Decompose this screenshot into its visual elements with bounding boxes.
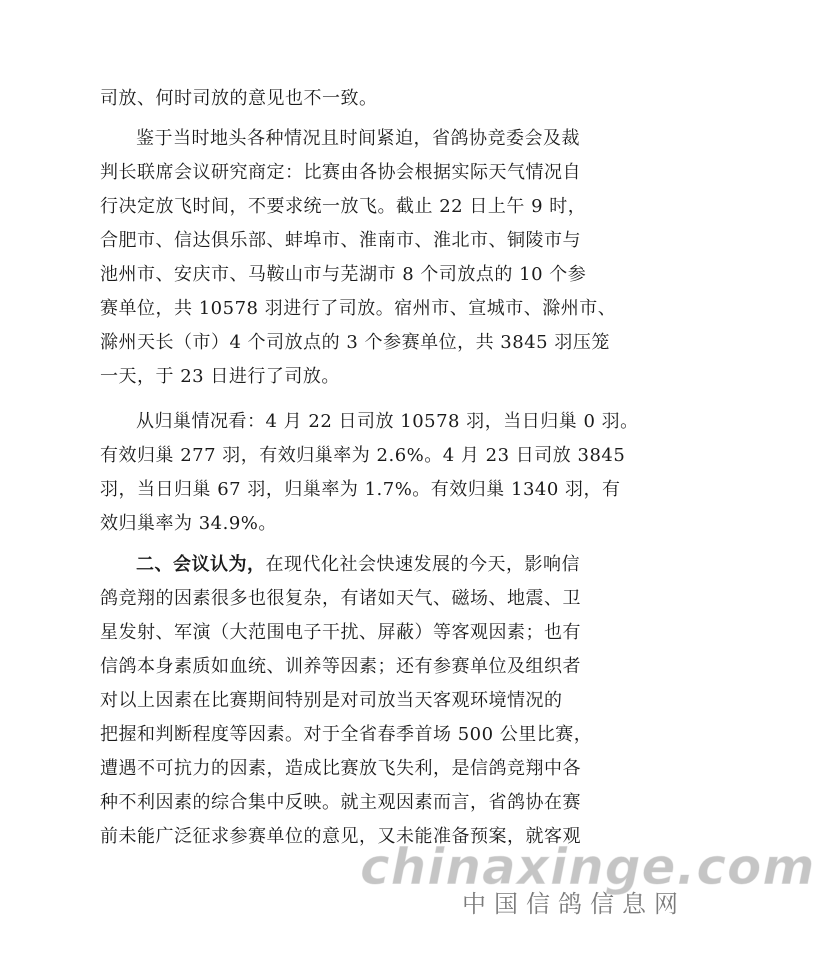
text-line: 池州市、安庆市、马鞍山市与芜湖市 8 个司放点的 10 个参 [100, 264, 587, 285]
text-line: 对以上因素在比赛期间特别是对司放当天客观环境情况的 [100, 690, 563, 711]
paragraph-1 [100, 82, 580, 116]
text-line: 鉴于当时地头各种情况且时间紧迫，省鸽协竞委会及裁 [136, 128, 580, 149]
text-line: 有效归巢 277 羽，有效归巢率为 2.6%。4 月 23 日司放 3845 [100, 445, 626, 466]
text-line: 鸽竞翔的因素很多也很复杂，有诸如天气、磁场、地震、卫 [100, 588, 581, 609]
text-line: 判长联席会议研究商定：比赛由各协会根据实际天气情况自 [100, 162, 581, 183]
text-line: 遭遇不可抗力的因素，造成比赛放飞失利，是信鸽竞翔中各 [100, 758, 581, 779]
text-line: 前未能广泛征求参赛单位的意见，又未能准备预案，就客观 [100, 826, 581, 847]
text-line: 星发射、军演（大范围电子干扰、屏蔽）等客观因素；也有 [100, 622, 581, 643]
text-run: 在现代化社会快速发展的今天，影响信 [265, 554, 580, 575]
paragraph-3 [100, 405, 639, 541]
text-line [100, 548, 580, 582]
text-line: 从归巢情况看：4 月 22 日司放 10578 羽，当日归巢 0 羽。 [136, 411, 639, 432]
text-line: 种不利因素的综合集中反映。就主观因素而言，省鸽协在赛 [100, 792, 581, 813]
paragraph-4 [100, 548, 593, 854]
text-line: 把握和判断程度等因素。对于全省春季首场 500 公里比赛， [100, 724, 593, 745]
text-line: 司放、何时司放的意见也不一致。 [100, 88, 378, 109]
paragraph-2 [100, 122, 617, 394]
text-line: 羽，当日归巢 67 羽，归巢率为 1.7%。有效归巢 1340 羽，有 [100, 479, 621, 500]
section-heading: 二、会议认为， [136, 554, 266, 575]
text-line: 滁州天长（市）4 个司放点的 3 个参赛单位，共 3845 羽压笼 [100, 332, 610, 353]
watermark-site-cn: 中国信鸽信息网 [462, 890, 686, 918]
text-line: 效归巢率为 34.9%。 [100, 513, 277, 534]
text-line: 行决定放飞时间，不要求统一放飞。截止 22 日上午 9 时， [100, 196, 587, 217]
text-line: 赛单位，共 10578 羽进行了司放。宿州市、宣城市、滁州市、 [100, 298, 617, 319]
text-line: 一天，于 23 日进行了司放。 [100, 366, 340, 387]
text-line: 合肥市、信达俱乐部、蚌埠市、淮南市、淮北市、铜陵市与 [100, 230, 581, 251]
watermark-site: chinaxinge.com [360, 838, 815, 896]
text-line: 信鸽本身素质如血统、训养等因素；还有参赛单位及组织者 [100, 656, 581, 677]
